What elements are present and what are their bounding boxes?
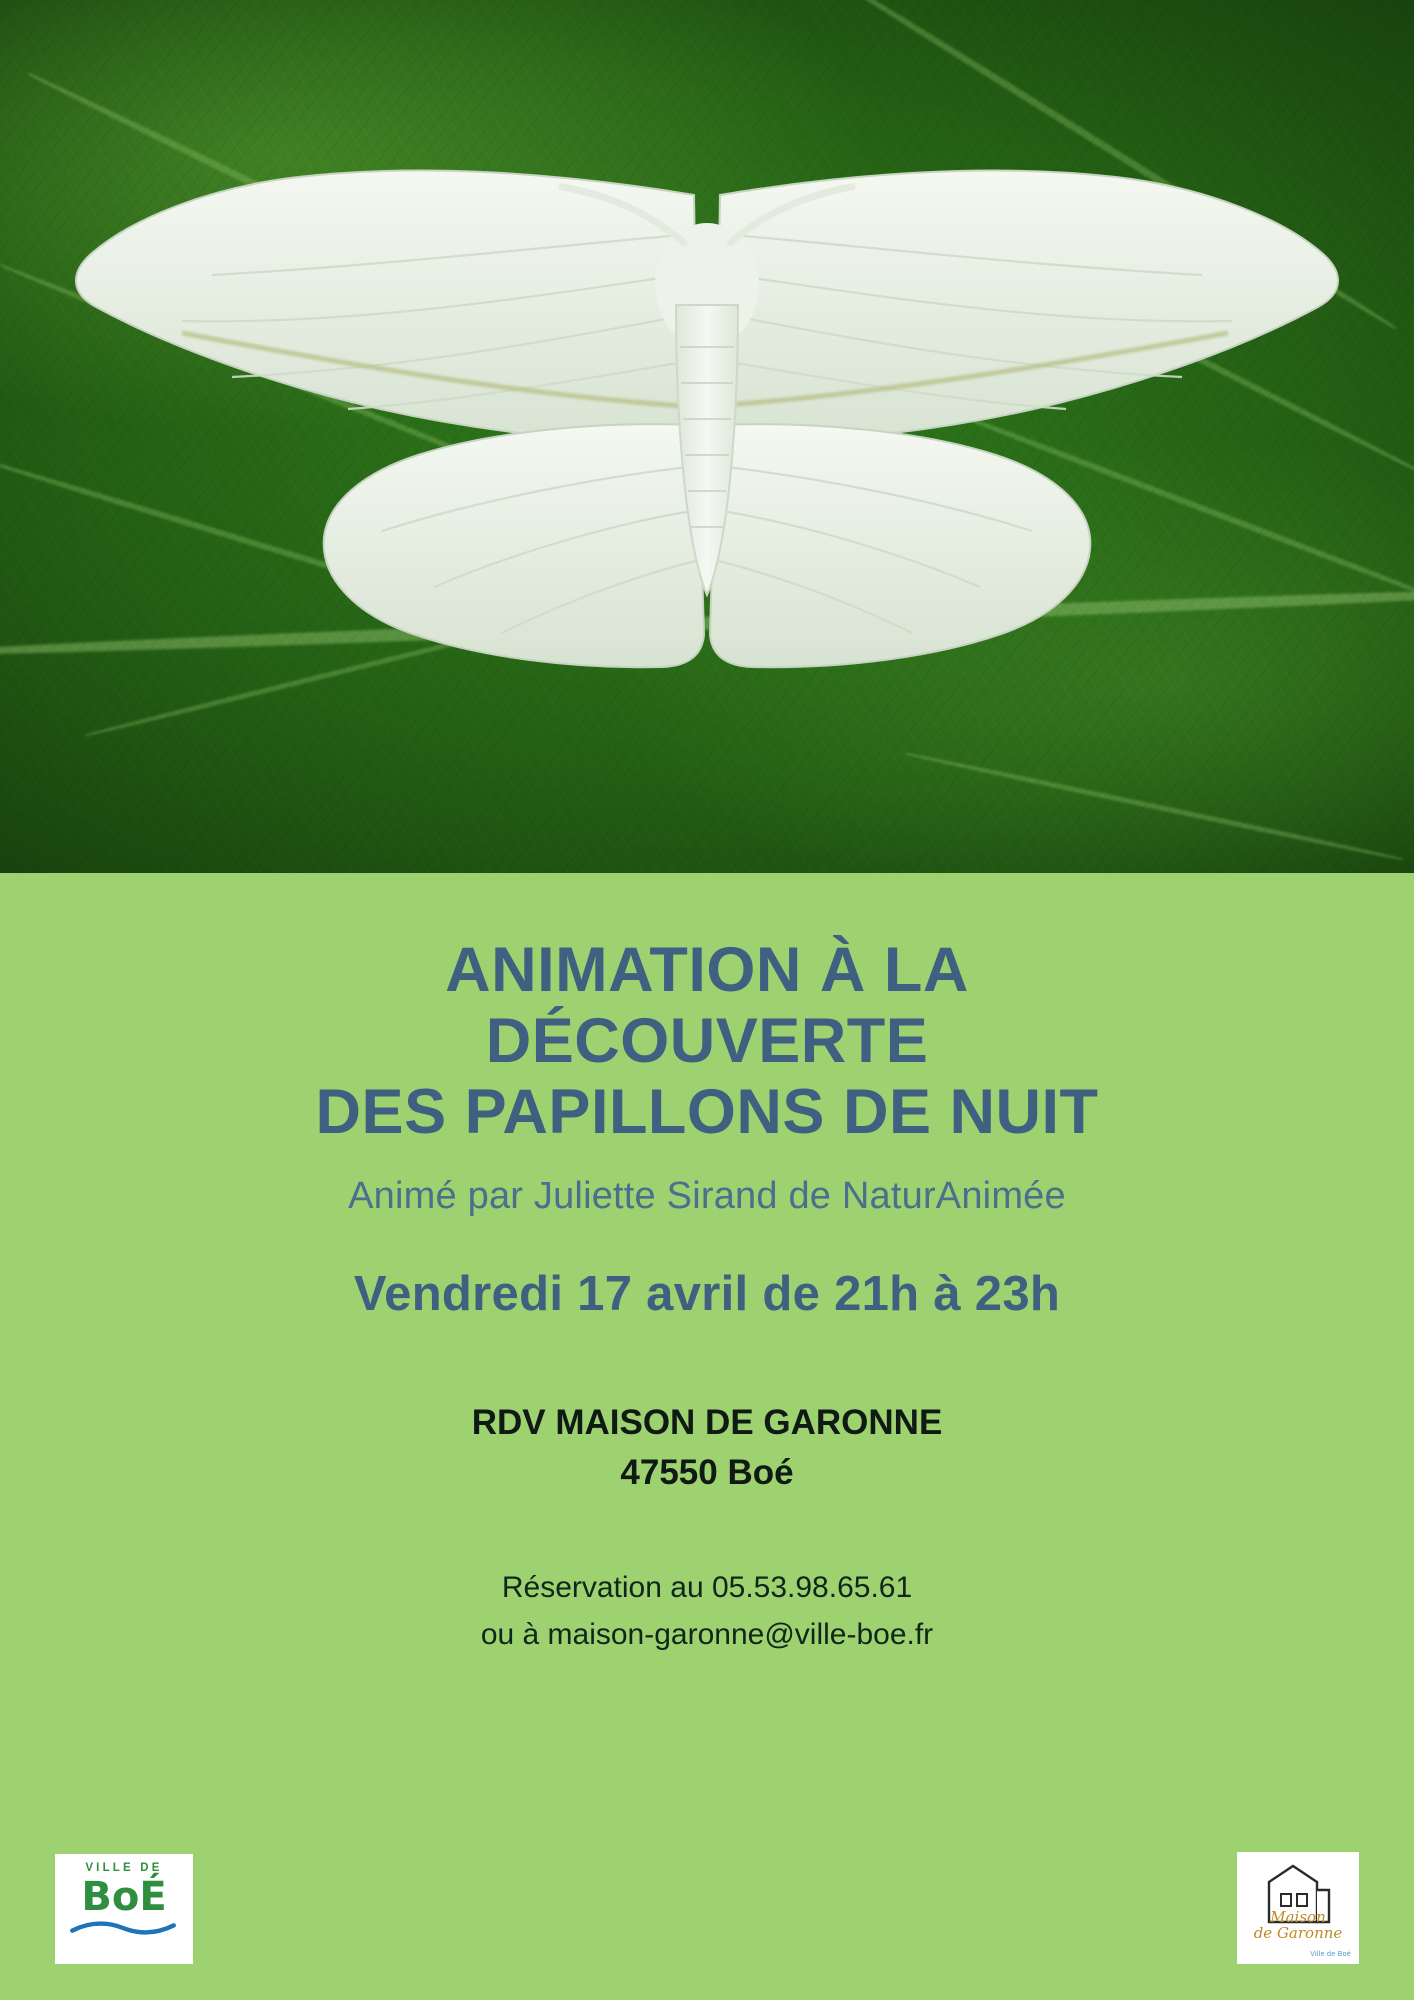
event-date: Vendredi 17 avril de 21h à 23h <box>353 1266 1061 1321</box>
event-location <box>0 1398 1414 1500</box>
logo-boe-top-text: VILLE DE <box>85 1862 163 1874</box>
headline-line-1: ANIMATION À LA <box>445 935 969 1005</box>
contact-phone-line: Réservation au 05.53.98.65.61 <box>501 1571 913 1605</box>
logo-garonne-text <box>1237 1910 1359 1942</box>
location-line-2: 47550 Boé <box>620 1453 794 1493</box>
maison-de-garonne-logo <box>1237 1852 1359 1964</box>
moth-illustration <box>62 125 1352 725</box>
logo-boe-wave-icon <box>63 1921 185 1935</box>
ville-de-boe-logo <box>55 1854 193 1964</box>
headline-line-3: DES PAPILLONS DE NUIT <box>315 1077 1099 1148</box>
logo-boe-name: BoÉ <box>81 1873 167 1920</box>
contact-email-line: ou à maison-garonne@ville-boe.fr <box>480 1617 934 1651</box>
page-title <box>0 873 1414 1149</box>
moth-photo <box>0 0 1414 873</box>
contact-info <box>0 1565 1414 1658</box>
subtitle: Animé par Juliette Sirand de NaturAnimée <box>348 1174 1066 1217</box>
location-line-1: RDV MAISON DE GARONNE <box>471 1402 943 1442</box>
headline-line-2: DÉCOUVERTE <box>485 1006 929 1077</box>
logo-garonne-line-2: de Garonne <box>1253 1923 1343 1942</box>
logo-garonne-sub: Ville de Boé <box>1310 1951 1351 1958</box>
logo-garonne-line-1: Maison <box>1270 1908 1326 1926</box>
poster-text-block <box>0 873 1414 2000</box>
